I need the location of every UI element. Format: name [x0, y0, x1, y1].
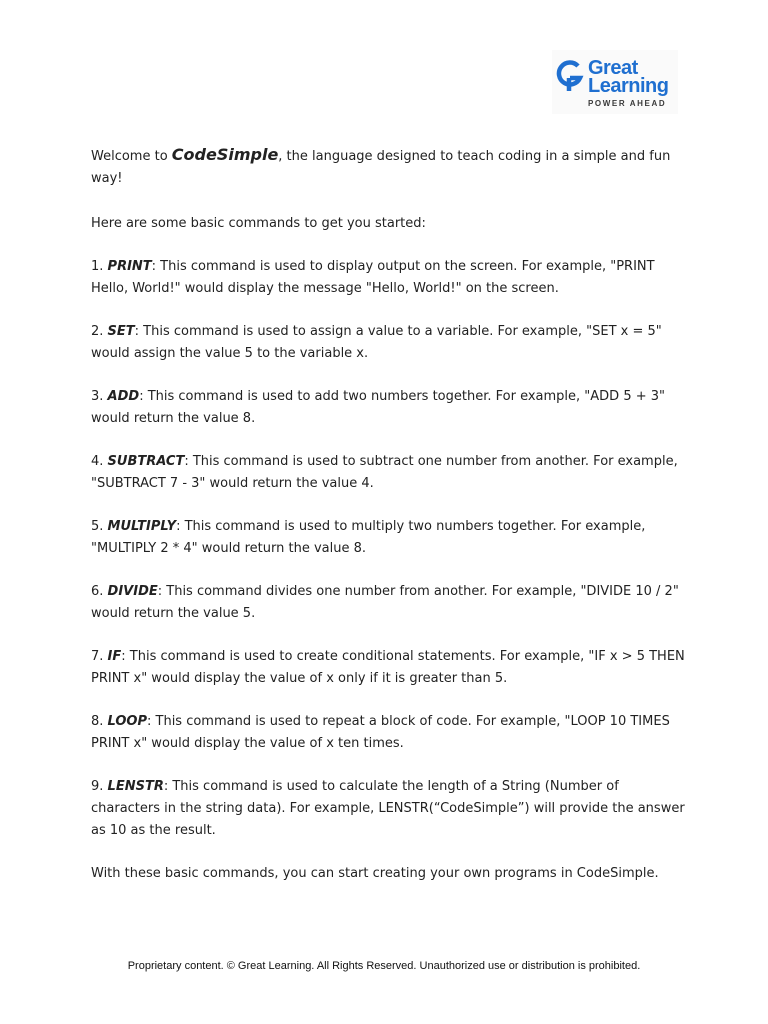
- command-number: 6.: [91, 584, 108, 599]
- brand-name: CodeSimple: [171, 145, 279, 164]
- command-keyword: LENSTR: [107, 779, 164, 794]
- closing-paragraph: With these basic commands, you can start creating your own programs in CodeSimple.: [91, 866, 659, 881]
- command-keyword: DIVIDE: [107, 584, 158, 599]
- subheading: Here are some basic commands to get you started:: [91, 216, 426, 231]
- command-description: : This command divides one number from another. For example, "DIVIDE 10 / 2" would return the value 5.: [91, 584, 679, 621]
- command-item: [91, 256, 691, 300]
- command-item: [91, 386, 691, 430]
- command-description: : This command is used to display output on the screen. For example, "PRINT Hello, World!" would display the message "Hello, World!" on the screen.: [91, 259, 655, 296]
- command-number: 7.: [91, 649, 108, 664]
- logo-tagline: POWER AHEAD: [588, 99, 667, 108]
- command-keyword: ADD: [107, 389, 140, 404]
- footer-notice: Proprietary content. © Great Learning. All Rights Reserved. Unauthorized use or distribution is prohibited.: [127, 960, 641, 972]
- intro-prefix: Welcome to: [91, 149, 172, 164]
- command-keyword: SUBTRACT: [107, 454, 185, 469]
- command-description: : This command is used to calculate the length of a String (Number of characters in the string data). For example, LENSTR(“CodeSimple”) will provide the answer as 10 as the result.: [91, 779, 685, 838]
- great-learning-g-icon: [556, 58, 584, 92]
- logo-wordmark-line2: Learning: [588, 75, 669, 97]
- command-keyword: LOOP: [107, 714, 147, 729]
- command-item: [91, 516, 691, 560]
- command-keyword: IF: [107, 649, 122, 664]
- command-keyword: PRINT: [107, 259, 152, 274]
- command-number: 4.: [91, 454, 108, 469]
- command-number: 5.: [91, 519, 108, 534]
- intro-suffix: , the language designed to teach coding in a simple and fun way!: [91, 149, 671, 186]
- command-item: [91, 451, 691, 495]
- document-body: [91, 144, 691, 885]
- command-item: [91, 321, 691, 365]
- command-description: : This command is used to create conditional statements. For example, "IF x > 5 THEN PRINT x" would display the value of x only if it is greater than 5.: [91, 649, 685, 686]
- command-keyword: SET: [107, 324, 135, 339]
- intro-paragraph: [91, 144, 691, 190]
- command-number: 1.: [91, 259, 108, 274]
- command-description: : This command is used to repeat a block of code. For example, "LOOP 10 TIMES PRINT x" would display the value of x ten times.: [91, 714, 670, 751]
- command-description: : This command is used to assign a value to a variable. For example, "SET x = 5" would assign the value 5 to the variable x.: [91, 324, 662, 361]
- command-number: 2.: [91, 324, 108, 339]
- command-description: : This command is used to add two numbers together. For example, "ADD 5 + 3" would return the value 8.: [91, 389, 666, 426]
- command-description: : This command is used to subtract one number from another. For example, "SUBTRACT 7 - 3" would return the value 4.: [91, 454, 678, 491]
- command-item: [91, 581, 691, 625]
- command-number: 8.: [91, 714, 108, 729]
- logo-wordmark-line1: Great: [588, 57, 638, 79]
- great-learning-logo: [552, 50, 678, 114]
- command-item: [91, 711, 691, 755]
- command-number: 9.: [91, 779, 108, 794]
- command-keyword: MULTIPLY: [107, 519, 177, 534]
- command-item: [91, 776, 691, 842]
- command-number: 3.: [91, 389, 108, 404]
- command-description: : This command is used to multiply two numbers together. For example, "MULTIPLY 2 * 4" would return the value 8.: [91, 519, 646, 556]
- command-item: [91, 646, 691, 690]
